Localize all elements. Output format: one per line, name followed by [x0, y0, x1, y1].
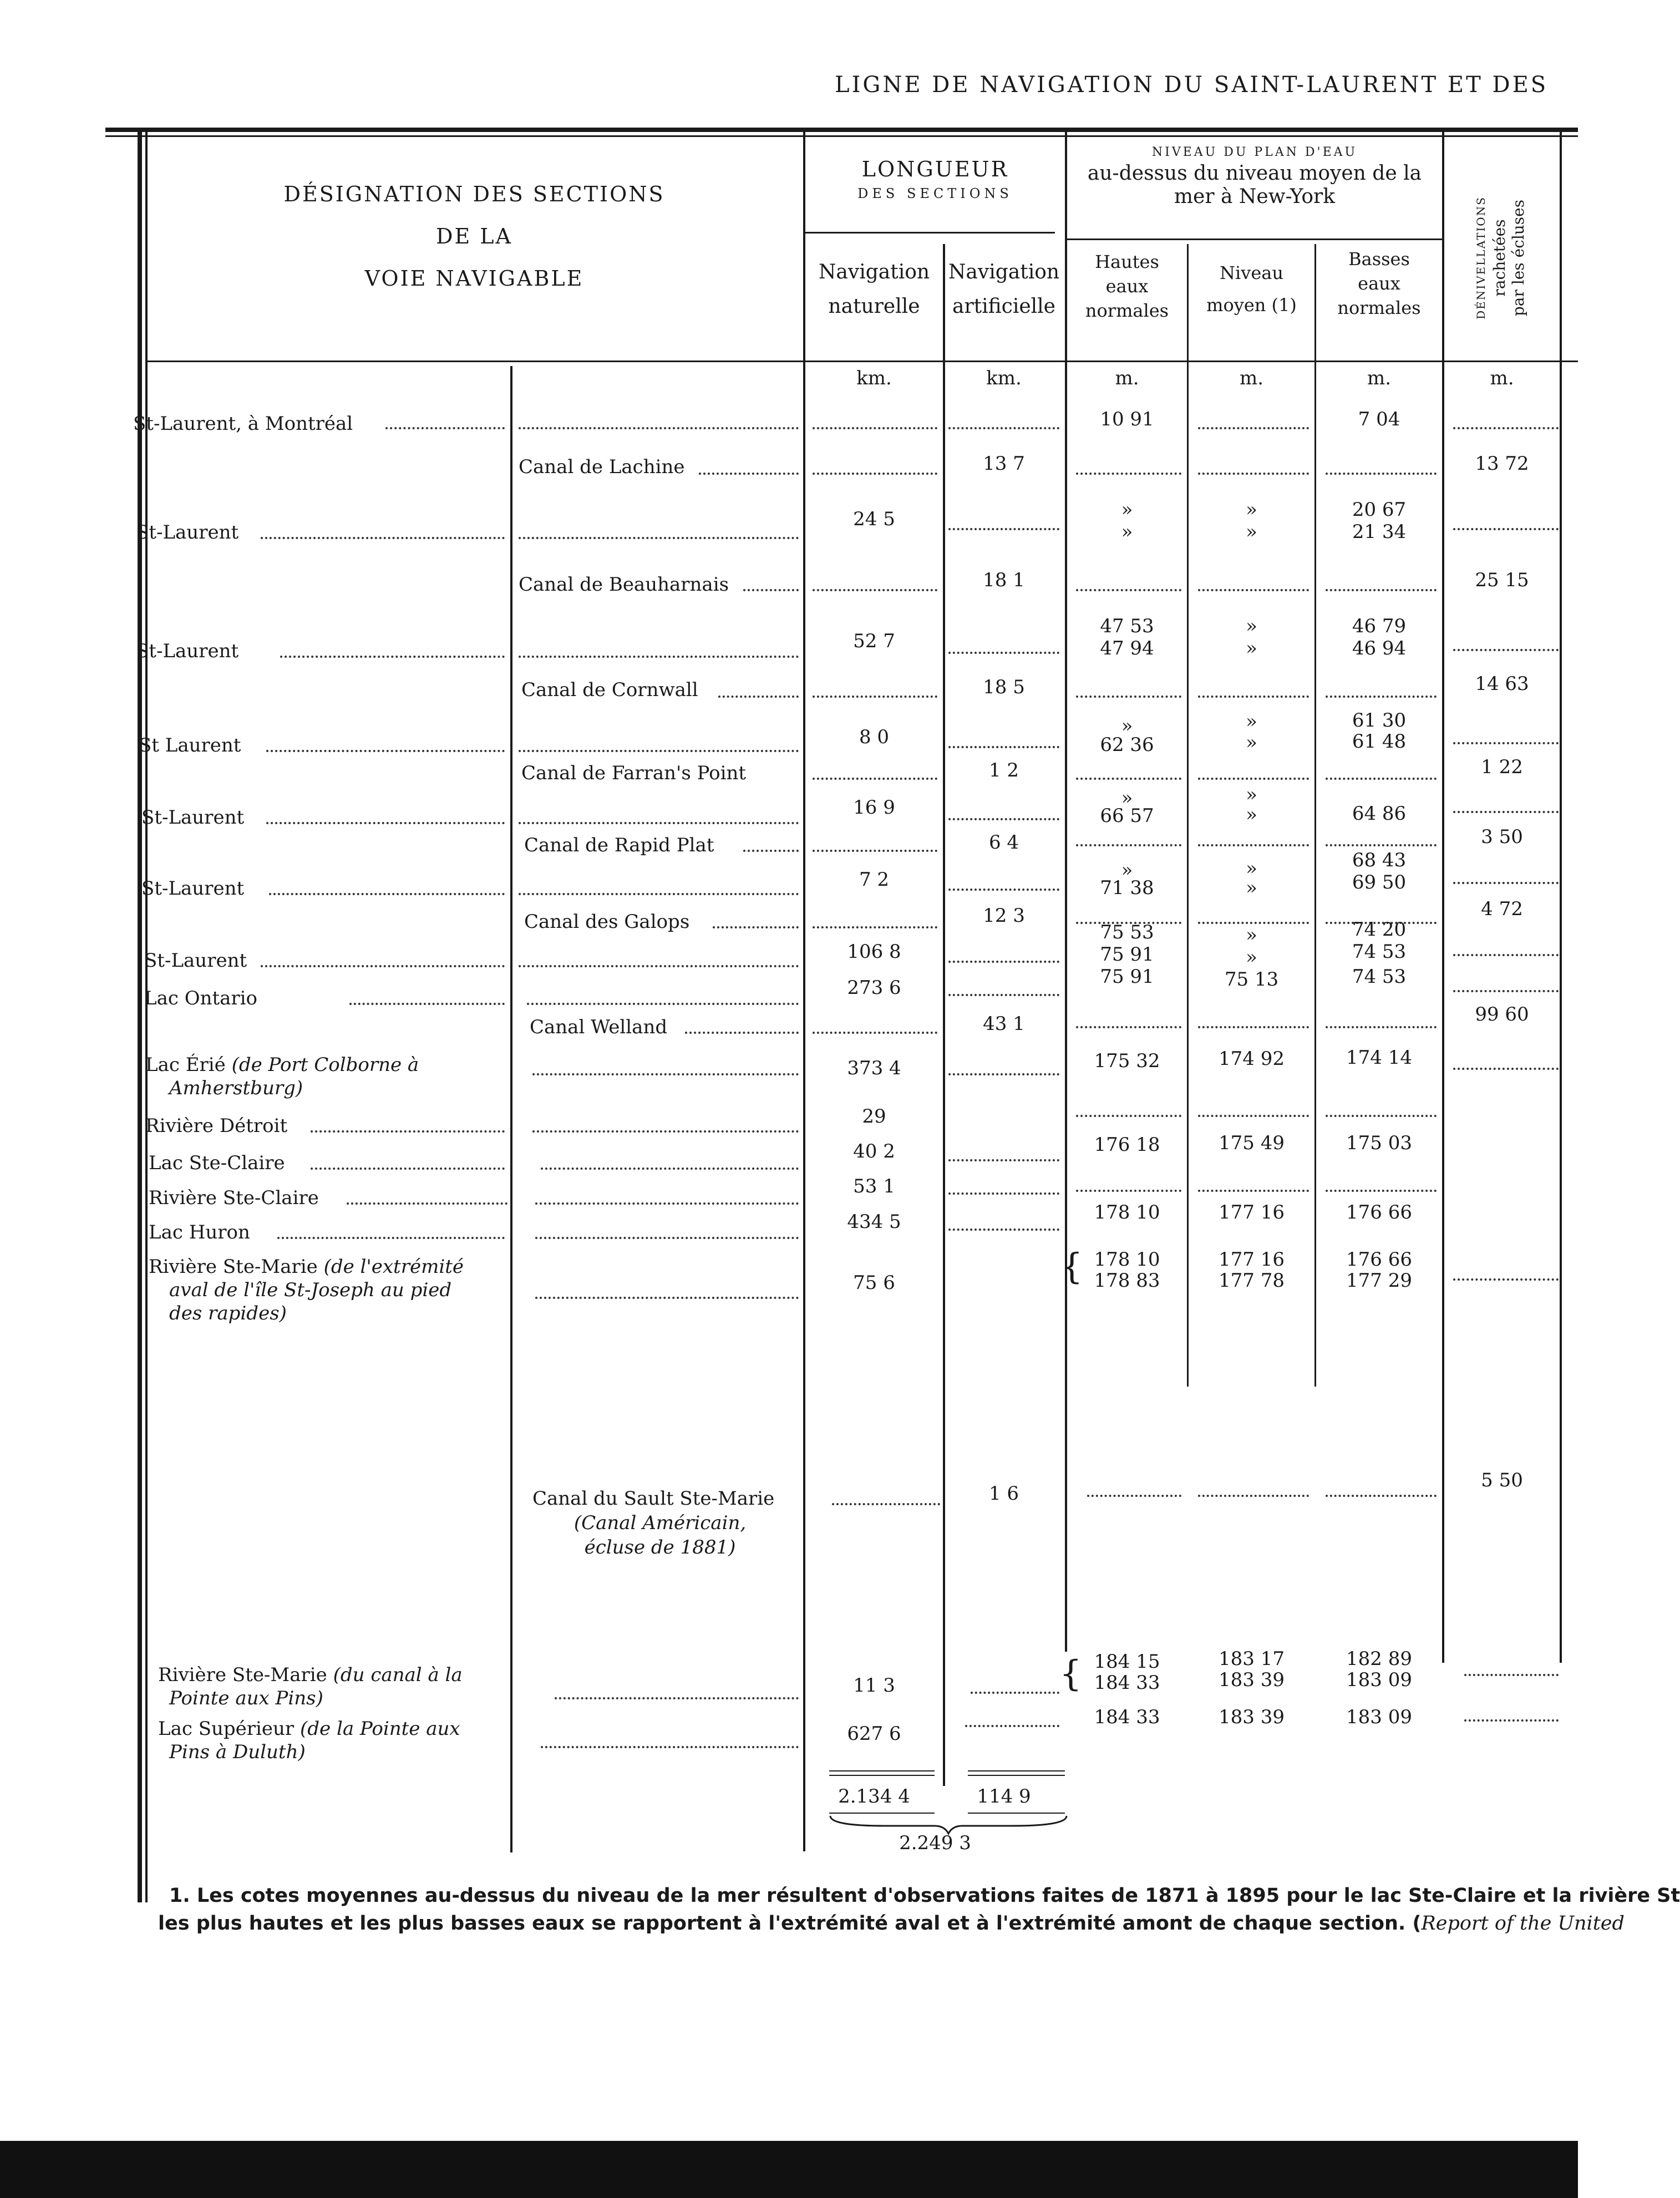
header-designation	[145, 177, 803, 295]
cell-basses: 74 53	[1352, 941, 1407, 963]
unit-moy: m.	[1239, 367, 1264, 389]
cell-moyen: »	[1246, 710, 1257, 733]
total-rule-nat-bottom	[829, 1775, 935, 1776]
leader-dots	[347, 1202, 507, 1205]
leader-dots	[311, 1130, 505, 1133]
cell-art: 1 2	[988, 759, 1019, 781]
cell-basses: 183 09	[1346, 1669, 1412, 1691]
cell-nat: 7 2	[859, 869, 890, 891]
header-niveau-moyen	[1189, 261, 1314, 317]
cell-basses: 175 03	[1346, 1132, 1412, 1154]
cell-hautes: 75 91	[1100, 966, 1154, 988]
cell-den: 4 72	[1481, 898, 1523, 920]
cell-basses: 68 43	[1352, 849, 1407, 871]
leader-dots	[1076, 1190, 1181, 1192]
table-left-border-inner	[145, 132, 148, 1902]
leader-dots	[948, 1073, 1059, 1075]
cell-basses: 176 66	[1346, 1201, 1412, 1224]
leader-dots	[1464, 1674, 1559, 1676]
cell-nat: 11 3	[853, 1674, 895, 1697]
row-canal-label: Canal des Galops	[524, 911, 690, 933]
header-designation-l1: DÉSIGNATION DES SECTIONS	[283, 182, 665, 206]
header-nav-artificielle-l2: artificielle	[952, 295, 1055, 318]
cell-hautes: »	[1121, 787, 1133, 809]
header-den-l1: DÉNIVELLATIONS	[1474, 196, 1488, 319]
cell-hautes: 47 53	[1100, 615, 1154, 637]
header-basses-l3: normales	[1337, 297, 1421, 318]
header-nav-artificielle-l1: Navigation	[948, 261, 1060, 283]
leader-dots	[948, 528, 1059, 530]
leader-dots	[743, 850, 799, 852]
cell-nat: 29	[862, 1105, 886, 1128]
leader-dots	[813, 589, 937, 591]
cell-art: 43 1	[983, 1013, 1025, 1035]
leader-dots	[1076, 1115, 1181, 1117]
leader-dots	[385, 427, 505, 429]
leader-dots	[1198, 696, 1309, 698]
header-den-l2: rachetées	[1490, 219, 1509, 297]
cell-hautes: 62 36	[1100, 734, 1154, 756]
cell-den: 14 63	[1475, 673, 1529, 695]
cell-art: 6 4	[988, 831, 1019, 854]
cell-nat: 53 1	[853, 1175, 895, 1197]
row-canal-label: Canal de Rapid Plat	[524, 834, 714, 856]
row-section-label: Rivière Détroit	[145, 1115, 288, 1137]
cell-nat: 8 0	[859, 726, 890, 748]
header-rule-niveau	[1067, 238, 1442, 240]
cell-hautes: »	[1121, 499, 1133, 521]
cell-moyen: 177 16	[1219, 1248, 1285, 1271]
leader-dots	[713, 926, 799, 928]
cell-moyen: 174 92	[1219, 1048, 1285, 1070]
leader-dots	[1076, 473, 1181, 475]
row-section-label: St-Laurent	[141, 877, 245, 900]
cell-hautes: »	[1121, 859, 1133, 881]
row-section-label: St-Laurent	[136, 521, 239, 544]
cell-basses: 177 29	[1346, 1270, 1412, 1292]
cell-moyen: 183 39	[1219, 1706, 1285, 1728]
cell-nat: 106 8	[847, 941, 901, 963]
cell-moyen: »	[1246, 499, 1257, 521]
total-rule-art-top	[968, 1770, 1065, 1771]
cell-nat: 273 6	[847, 977, 901, 999]
brace-icon: {	[1060, 1246, 1083, 1287]
cell-nat: 75 6	[853, 1272, 895, 1294]
row-section-label: St Laurent	[139, 734, 241, 757]
leader-dots	[1076, 696, 1181, 698]
row-section-name: Lac Érié	[145, 1054, 226, 1076]
cell-den: 5 50	[1481, 1469, 1523, 1491]
header-basses-l1: Basses	[1348, 248, 1410, 270]
header-hautes-eaux	[1067, 250, 1187, 323]
leader-dots	[280, 656, 505, 658]
leader-dots	[311, 1167, 505, 1170]
leader-dots	[832, 1503, 940, 1505]
leader-dots	[261, 537, 505, 539]
header-designation-l2: DE LA	[436, 224, 512, 248]
leader-dots	[266, 822, 505, 824]
cell-den: 25 15	[1475, 569, 1529, 591]
leader-dots	[948, 961, 1059, 963]
leader-dots	[1198, 1115, 1309, 1117]
leader-dots	[1198, 778, 1309, 780]
cell-basses: 182 89	[1346, 1648, 1412, 1670]
row-section-detail: Pins à Duluth)	[169, 1741, 306, 1763]
row-section-label: St-Laurent	[144, 950, 247, 972]
cell-hautes: 175 32	[1094, 1050, 1160, 1072]
cell-moyen: 183 39	[1219, 1669, 1285, 1691]
leader-dots	[718, 696, 799, 698]
row-section-label: Lac Ste-Claire	[149, 1152, 285, 1174]
cell-nat: 16 9	[853, 796, 895, 819]
leader-dots	[813, 850, 937, 852]
leader-dots	[1453, 954, 1559, 956]
cell-moyen: »	[1246, 924, 1257, 946]
leader-dots	[349, 1003, 505, 1005]
header-nav-naturelle	[805, 258, 943, 321]
leader-dots	[813, 778, 937, 780]
leader-dots	[261, 965, 505, 967]
unit-art: km.	[986, 367, 1022, 389]
header-longueur-title: LONGUEUR	[861, 157, 1009, 181]
leader-dots	[1453, 1278, 1559, 1281]
cell-hautes: 178 83	[1094, 1270, 1160, 1292]
leader-dots	[813, 1032, 937, 1034]
leader-dots	[555, 1697, 799, 1699]
running-head: LIGNE DE NAVIGATION DU SAINT-LAURENT ET DES	[835, 72, 1549, 98]
leader-dots	[813, 427, 937, 429]
row-section-label: St-Laurent, à Montréal	[133, 413, 353, 435]
leader-dots	[1076, 589, 1181, 591]
cell-art: 13 7	[983, 453, 1025, 475]
leader-dots	[1453, 427, 1559, 429]
leader-dots	[519, 822, 799, 824]
row-section-detail: des rapides)	[169, 1302, 287, 1324]
leader-dots	[1464, 1719, 1559, 1722]
cell-nat: 434 5	[847, 1211, 901, 1233]
cell-hautes: 66 57	[1100, 805, 1154, 827]
cell-hautes: 184 33	[1094, 1706, 1160, 1728]
leader-dots	[1453, 990, 1559, 992]
leader-dots	[535, 1297, 799, 1299]
cell-moyen: 183 17	[1219, 1648, 1285, 1670]
brace-icon: {	[1059, 1653, 1082, 1694]
cell-hautes: 47 94	[1100, 637, 1154, 659]
leader-dots	[519, 750, 799, 752]
row-section-label: Lac Huron	[149, 1221, 250, 1243]
footnote-line-2-text: les plus hautes et les plus basses eaux se rapportent à l'extrémité aval et à l'extrémité amont de chaque section. (	[158, 1912, 1422, 1935]
unit-den: m.	[1490, 367, 1514, 389]
header-nav-naturelle-l1: Navigation	[818, 261, 930, 283]
row-section-detail: Pointe aux Pins)	[169, 1687, 323, 1709]
header-rule-bottom	[145, 361, 1578, 362]
leader-dots	[948, 746, 1059, 748]
leader-dots	[277, 1237, 505, 1239]
leader-dots	[1198, 1190, 1309, 1192]
leader-dots	[1453, 811, 1559, 813]
row-canal-label: Canal de Lachine	[519, 456, 685, 478]
row-section-label	[149, 1255, 464, 1279]
cell-moyen: »	[1246, 637, 1257, 659]
leader-dots	[1326, 1115, 1437, 1117]
total-nat: 2.134 4	[838, 1785, 910, 1808]
leader-dots	[1198, 589, 1309, 591]
leader-dots	[948, 652, 1059, 654]
leader-dots	[519, 656, 799, 658]
cell-nat: 373 4	[847, 1057, 901, 1079]
cell-art: 18 1	[983, 569, 1025, 591]
cell-basses: 69 50	[1352, 871, 1407, 894]
leader-dots	[532, 1073, 799, 1075]
leader-dots	[1326, 844, 1437, 846]
leader-dots	[1453, 742, 1559, 744]
cell-art: 18 5	[983, 676, 1025, 698]
cell-moyen: 177 78	[1219, 1270, 1285, 1292]
row-section-label	[158, 1717, 460, 1741]
cell-den: 3 50	[1481, 826, 1523, 848]
leader-dots	[948, 889, 1059, 891]
cell-nat: 40 2	[853, 1140, 895, 1163]
cell-hautes: 71 38	[1100, 877, 1154, 899]
row-canal-label: Canal de Beauharnais	[519, 573, 729, 596]
leader-dots	[1198, 427, 1309, 429]
row-section-detail: (de Port Colborne à	[231, 1054, 419, 1076]
cell-basses: 74 20	[1352, 918, 1407, 941]
leader-dots	[519, 965, 799, 967]
cell-hautes: »	[1121, 715, 1133, 737]
cell-moyen: »	[1246, 804, 1257, 826]
cell-art: 12 3	[983, 905, 1025, 927]
table-left-border	[138, 128, 142, 1902]
cell-hautes: 178 10	[1094, 1248, 1160, 1271]
leader-dots	[527, 1003, 799, 1005]
leader-dots	[813, 696, 937, 698]
leader-dots	[948, 818, 1059, 820]
cell-basses: 176 66	[1346, 1248, 1412, 1271]
leader-dots	[1198, 473, 1309, 475]
row-section-label: Lac Ontario	[144, 987, 257, 1009]
header-den-l3: par les écluses	[1509, 199, 1527, 317]
leader-dots	[1453, 882, 1559, 884]
cell-hautes: 178 10	[1094, 1201, 1160, 1224]
leader-dots	[1453, 528, 1559, 530]
header-nav-artificielle	[943, 258, 1065, 321]
header-basses-l2: eaux	[1358, 273, 1400, 294]
row-canal-detail: écluse de 1881)	[584, 1536, 736, 1559]
cell-basses: 46 94	[1352, 637, 1407, 659]
row-section-detail: aval de l'île St-Joseph au pied	[169, 1279, 452, 1301]
cell-hautes: 75 53	[1100, 921, 1154, 943]
footnote-line-2	[158, 1912, 1625, 1935]
footnote-line-2-italic: Report of the United	[1421, 1912, 1625, 1935]
cell-hautes: 176 18	[1094, 1134, 1160, 1156]
header-moyen-l2: moyen (1)	[1206, 295, 1297, 316]
row-canal-label: Canal Welland	[530, 1016, 668, 1038]
cell-art: 1 6	[988, 1483, 1019, 1505]
leader-dots	[948, 1159, 1059, 1161]
leader-dots	[743, 589, 799, 591]
leader-dots	[532, 1130, 799, 1133]
cell-basses: 7 04	[1358, 408, 1400, 430]
cell-hautes: 10 91	[1100, 408, 1154, 430]
scan-bottom-band	[0, 2141, 1578, 2198]
leader-dots	[269, 893, 505, 895]
leader-dots	[1326, 1495, 1437, 1497]
row-section-name: Rivière Ste-Marie	[158, 1664, 327, 1686]
header-niveau	[1067, 145, 1442, 211]
leader-dots	[813, 473, 937, 475]
total-rule-nat-top	[829, 1770, 935, 1771]
row-section-detail: Amherstburg)	[169, 1077, 303, 1099]
cell-hautes: 184 15	[1094, 1651, 1160, 1673]
leader-dots	[541, 1746, 799, 1748]
table-top-rule-thin	[105, 135, 1578, 137]
leader-dots	[813, 926, 937, 928]
leader-dots	[685, 1032, 799, 1034]
cell-nat: 24 5	[853, 508, 895, 530]
leader-dots	[948, 1229, 1059, 1231]
leader-dots	[519, 427, 799, 429]
cell-den: 99 60	[1475, 1003, 1529, 1026]
cell-basses: 20 67	[1352, 499, 1407, 521]
cell-hautes: 75 91	[1100, 943, 1154, 966]
row-section-label	[158, 1663, 463, 1687]
leader-dots	[699, 473, 799, 475]
leader-dots	[519, 893, 799, 895]
leader-dots	[1076, 778, 1181, 780]
row-canal-label: Canal de Farran's Point	[521, 762, 747, 784]
header-longueur	[805, 153, 1065, 201]
leader-dots	[1326, 473, 1437, 475]
leader-dots	[266, 750, 505, 752]
row-canal-detail: (Canal Américain,	[573, 1512, 747, 1534]
row-section-label: St-Laurent	[136, 640, 239, 662]
leader-dots	[1076, 1026, 1181, 1028]
header-denivellations	[1471, 147, 1532, 369]
leader-dots	[1326, 778, 1437, 780]
header-hautes-l2: eaux	[1105, 276, 1149, 297]
cell-moyen: 175 49	[1219, 1132, 1285, 1154]
header-moyen-l1: Niveau	[1220, 262, 1283, 283]
leader-dots	[971, 1692, 1059, 1694]
row-section-name: Lac Supérieur	[158, 1718, 295, 1740]
cell-moyen: »	[1246, 946, 1257, 968]
total-all: 2.249 3	[899, 1832, 971, 1854]
footnote-line-1: 1. Les cotes moyennes au-dessus du niveau de la mer résultent d'observations faites de 1871 à 1895 pour le lac Ste-Claire et la rivière St	[169, 1885, 1680, 1907]
leader-dots	[1326, 589, 1437, 591]
leader-dots	[1198, 844, 1309, 846]
cell-basses: 46 79	[1352, 615, 1407, 637]
leader-dots	[519, 537, 799, 539]
leader-dots	[948, 427, 1059, 429]
cell-den: 1 22	[1481, 756, 1523, 778]
cell-moyen: »	[1246, 877, 1257, 899]
leader-dots	[1453, 649, 1559, 651]
row-section-detail: (de l'extrémité	[323, 1256, 464, 1278]
header-hautes-l3: normales	[1085, 300, 1169, 321]
header-niveau-l3: mer à New-York	[1174, 185, 1336, 208]
unit-haut: m.	[1115, 367, 1139, 389]
row-section-label	[145, 1053, 419, 1077]
leader-dots	[1326, 1026, 1437, 1028]
leader-dots	[535, 1202, 799, 1205]
total-rule-art-bottom	[968, 1775, 1065, 1776]
row-section-name: Rivière Ste-Marie	[149, 1256, 318, 1278]
total-art: 114 9	[977, 1785, 1031, 1808]
header-nav-naturelle-l2: naturelle	[828, 295, 920, 318]
cell-basses: 61 30	[1352, 709, 1407, 732]
header-designation-l3: VOIE NAVIGABLE	[364, 266, 584, 291]
cell-nat: 627 6	[847, 1723, 901, 1745]
unit-bas: m.	[1367, 367, 1392, 389]
row-section-label: St-Laurent	[141, 806, 245, 829]
cell-nat: 52 7	[853, 630, 895, 652]
cell-moyen: 75 13	[1224, 968, 1279, 991]
cell-den: 13 72	[1475, 453, 1529, 475]
row-canal-label: Canal de Cornwall	[521, 679, 698, 701]
cell-hautes: »	[1121, 521, 1133, 543]
cell-moyen: »	[1246, 615, 1257, 637]
cell-moyen: »	[1246, 732, 1257, 754]
leader-dots	[948, 994, 1059, 996]
header-hautes-l1: Hautes	[1095, 251, 1159, 272]
leader-dots	[1198, 1026, 1309, 1028]
cell-basses: 21 34	[1352, 521, 1407, 543]
leader-dots	[1326, 1190, 1437, 1192]
header-rule-longueur	[805, 232, 1055, 233]
cell-basses: 74 53	[1352, 966, 1407, 988]
leader-dots	[1326, 696, 1437, 698]
header-basses-eaux	[1316, 247, 1442, 320]
row-section-detail: (de la Pointe aux	[300, 1718, 460, 1740]
cell-moyen: »	[1246, 857, 1257, 880]
cell-moyen: »	[1246, 784, 1257, 806]
row-section-label: Rivière Ste-Claire	[149, 1187, 319, 1209]
row-canal-label: Canal du Sault Ste-Marie	[532, 1488, 775, 1510]
cell-hautes: 184 33	[1094, 1672, 1160, 1694]
unit-nat: km.	[856, 367, 892, 389]
leader-dots	[1453, 1068, 1559, 1070]
cell-basses: 174 14	[1346, 1047, 1412, 1069]
cell-basses: 64 86	[1352, 803, 1407, 825]
leader-dots	[541, 1167, 799, 1170]
cell-moyen: »	[1246, 521, 1257, 543]
leader-dots	[965, 1725, 1059, 1727]
leader-dots	[1087, 1495, 1181, 1497]
leader-dots	[1198, 1495, 1309, 1497]
header-longueur-sub: DES SECTIONS	[857, 186, 1013, 201]
cell-basses: 61 48	[1352, 730, 1407, 753]
table-top-rule	[105, 128, 1578, 132]
header-niveau-l1: NIVEAU DU PLAN D'EAU	[1151, 145, 1358, 159]
col-rule-canal	[510, 366, 512, 1852]
header-niveau-l2: au-dessus du niveau moyen de la	[1087, 162, 1422, 185]
cell-basses: 183 09	[1346, 1706, 1412, 1728]
leader-dots	[535, 1237, 799, 1239]
leader-dots	[1076, 844, 1181, 846]
row-section-detail: (du canal à la	[333, 1664, 463, 1686]
cell-moyen: 177 16	[1219, 1201, 1285, 1224]
leader-dots	[948, 1192, 1059, 1195]
